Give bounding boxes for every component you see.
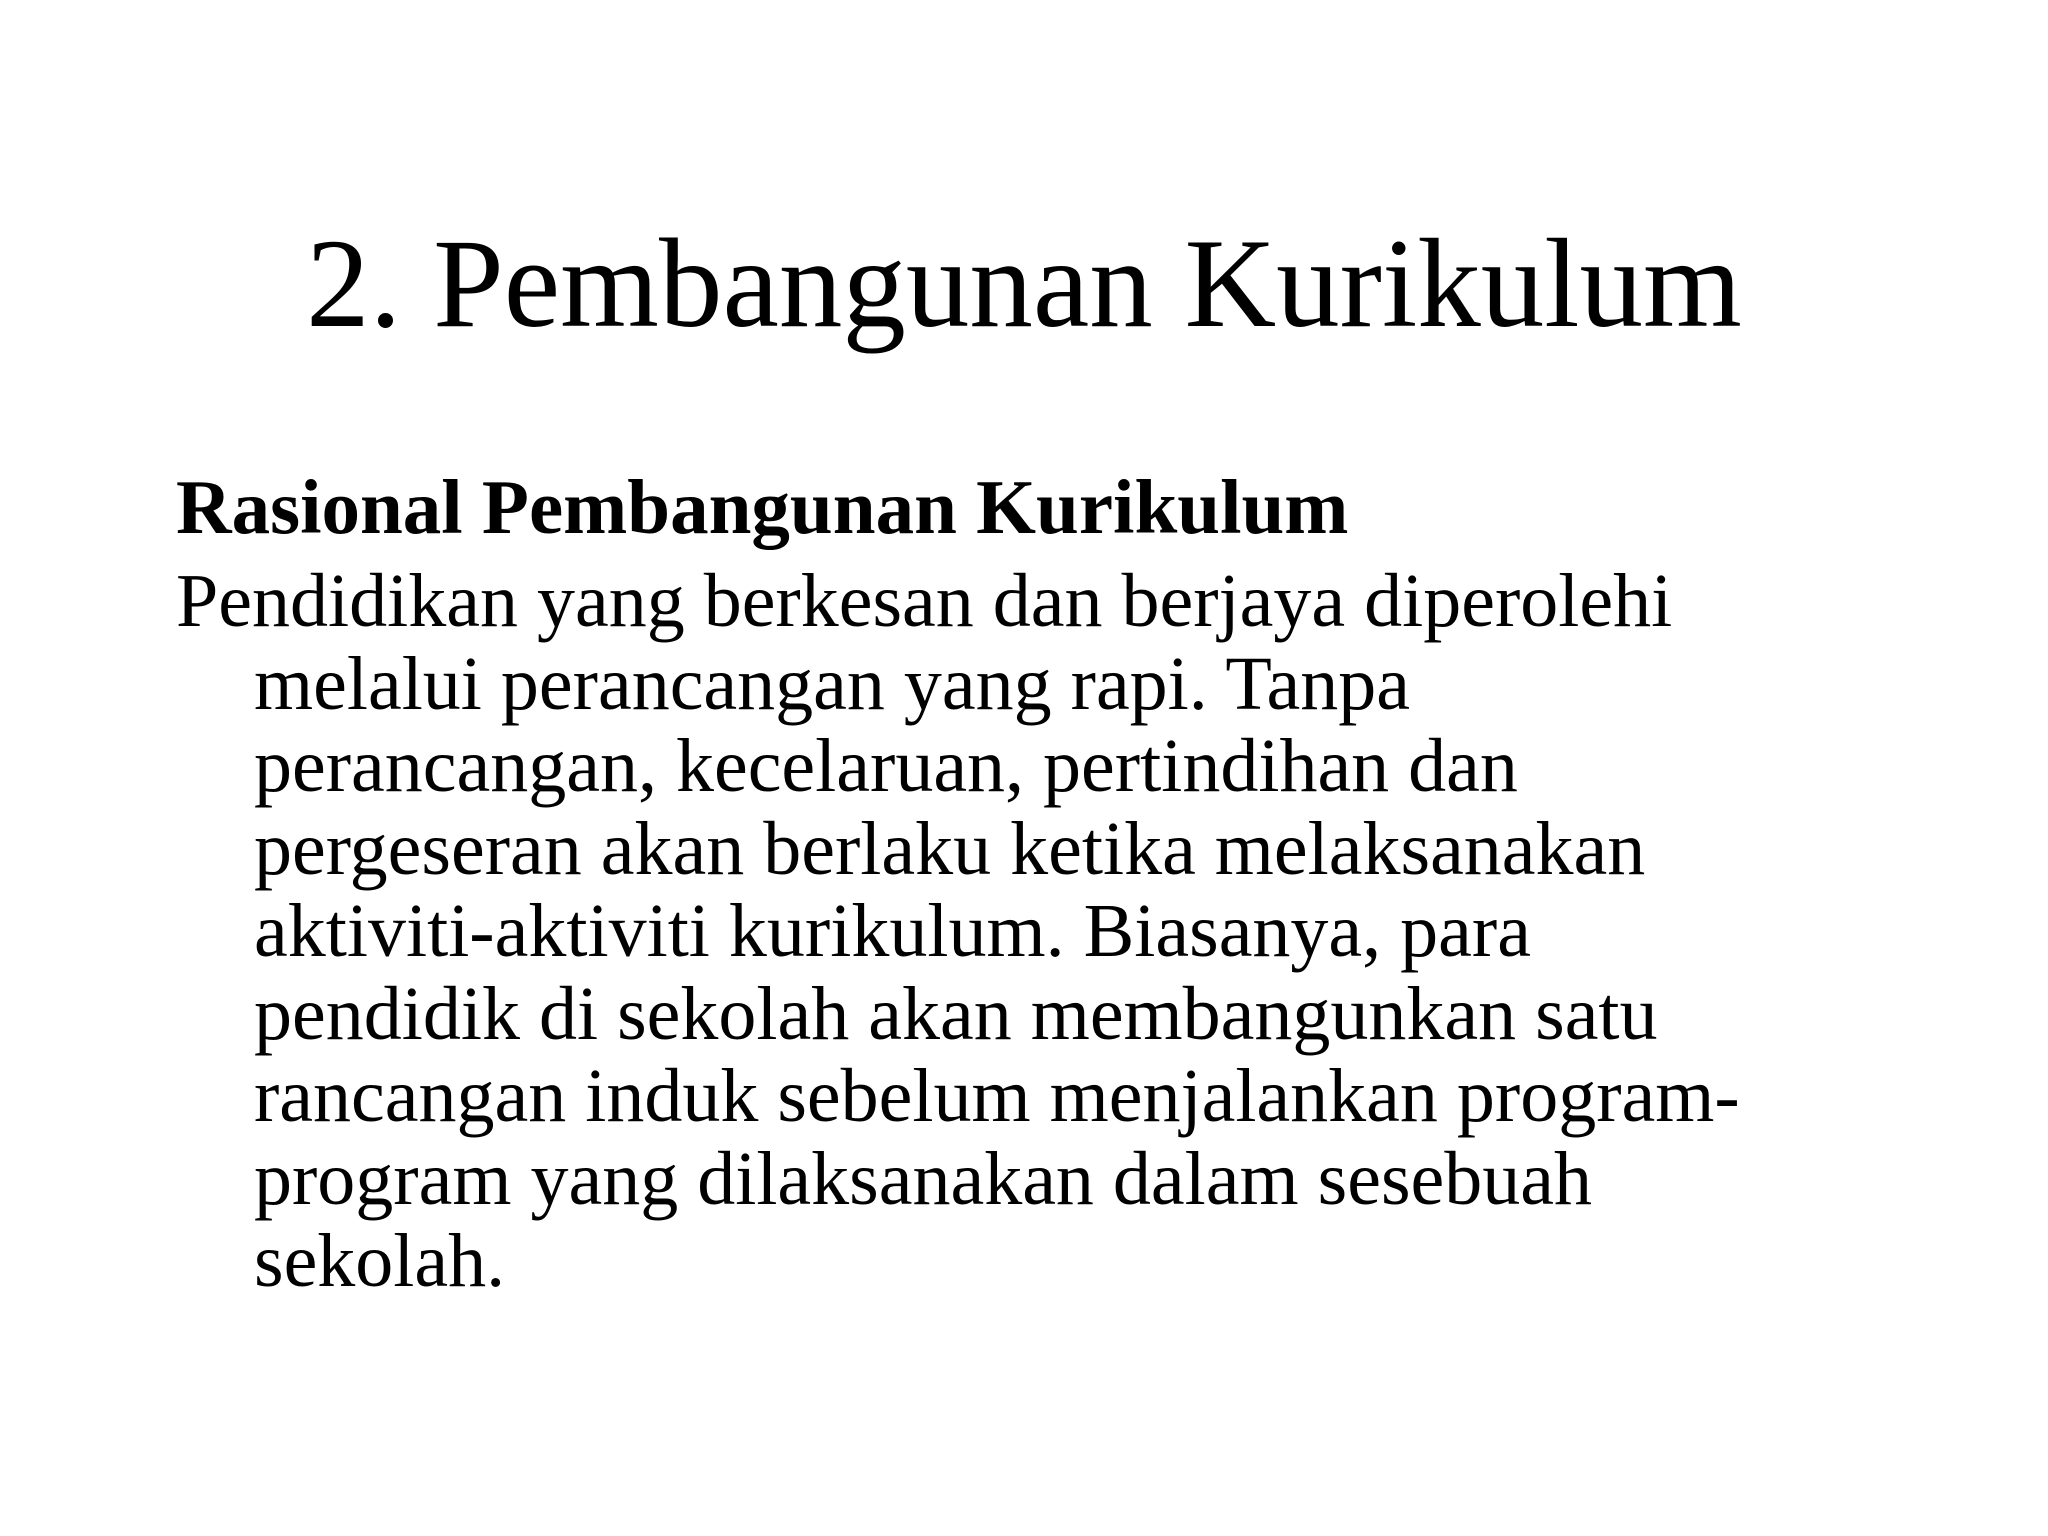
paragraph-line: program yang dilaksanakan dalam sesebuah <box>254 1136 1592 1221</box>
slide-title: 2. Pembangunan Kurikulum <box>306 214 1742 354</box>
paragraph-line: rancangan induk sebelum menjalankan program- <box>254 1054 1740 1138</box>
paragraph-line: melalui perancangan yang rapi. Tanpa <box>254 641 1410 726</box>
paragraph-line: pendidik di sekolah akan membangunkan satu <box>254 971 1658 1056</box>
paragraph-line: aktiviti-aktiviti kurikulum. Biasanya, para <box>254 889 1531 973</box>
body-paragraph <box>176 560 1740 1303</box>
paragraph-line: sekolah. <box>254 1219 506 1303</box>
section-heading: Rasional Pembangunan Kurikulum <box>176 464 1349 550</box>
paragraph-line: Pendidikan yang berkesan dan berjaya diperolehi <box>176 559 1673 643</box>
paragraph-line: pergeseran akan berlaku ketika melaksanakan <box>254 806 1646 891</box>
paragraph-line: perancangan, kecelaruan, pertindihan dan <box>254 724 1518 808</box>
